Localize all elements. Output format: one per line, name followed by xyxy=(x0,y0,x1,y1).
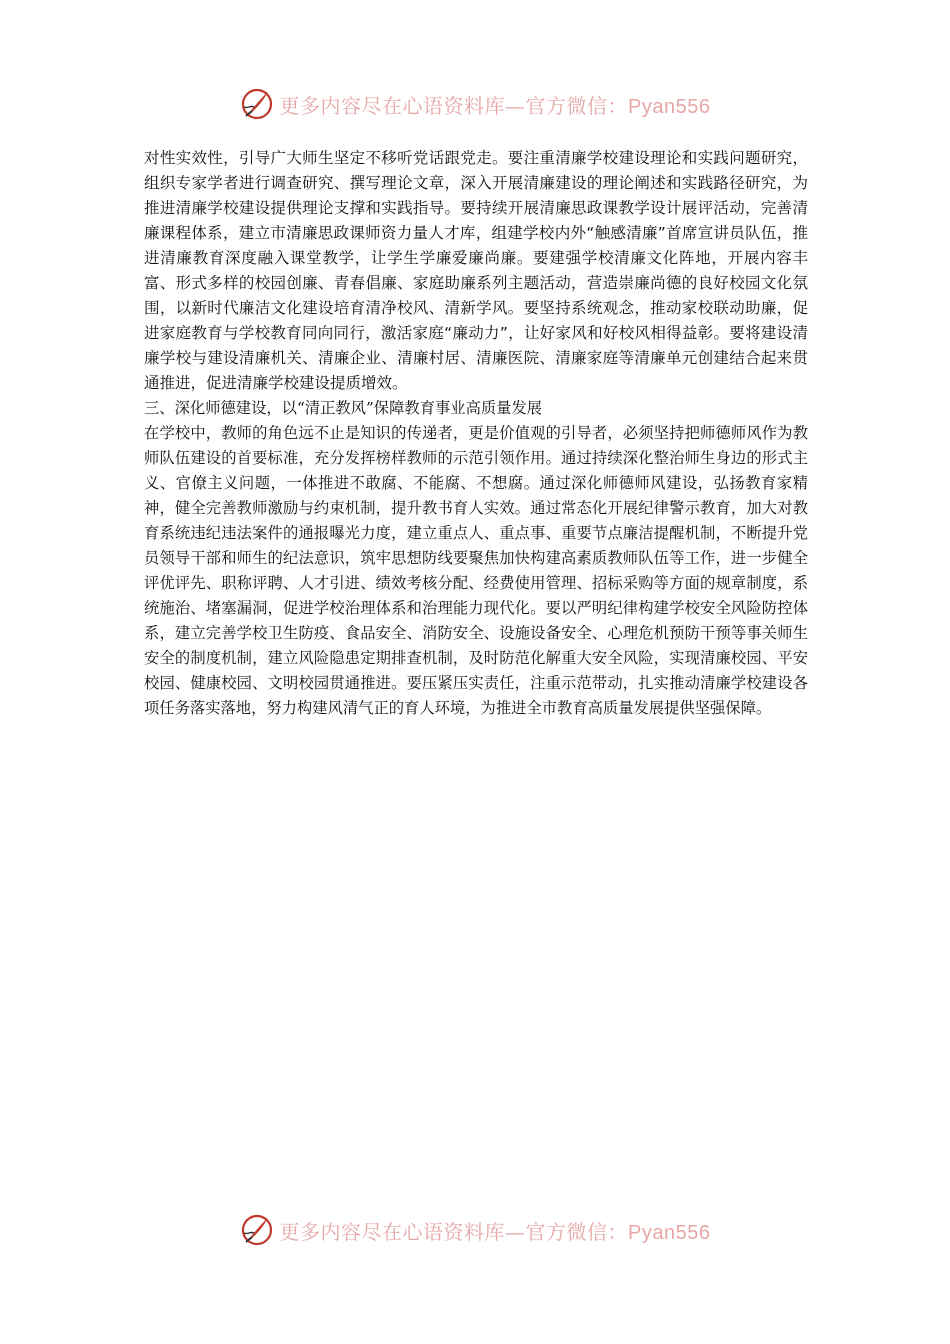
paragraph-2: 在学校中，教师的角色远不止是知识的传递者，更是价值观的引导者，必须坚持把师德师风作为教师队伍建设的首要标准，充分发挥榜样教师的示范引领作用。通过持续深化整治师生身边的形式主义、官僚主义问题，一体推进不敢腐、不能腐、不想腐。通过深化师德师风建设，弘扬教育家精神，健全完善教师激励与约束机制，提升教书育人实效。通过常态化开展纪律警示教育，加大对教育系统违纪违法案件的通报曝光力度，建立重点人、重点事、重要节点廉洁提醒机制，不断提升党员领导干部和师生的纪法意识，筑牢思想防线要聚焦加快构建高素质教师队伍等工作，进一步健全评优评先、职称评聘、人才引进、绩效考核分配、经费使用管理、招标采购等方面的规章制度，系统施治、堵塞漏洞，促进学校治理体系和治理能力现代化。要以严明纪律构建学校安全风险防控体系，建立完善学校卫生防疫、食品安全、消防安全、设施设备安全、心理危机预防干预等事关师生安全的制度机制，建立风险隐患定期排查机制，及时防范化解重大安全风险，实现清廉校园、平安校园、健康校园、文明校园贯通推进。要压紧压实责任，注重示范带动，扎实推动清廉学校建设各项任务落实落地，努力构建风清气正的育人环境，为推进全市教育高质量发展提供坚强保障。 xyxy=(144,424,808,717)
watermark-chinese: 更多内容尽在心语资料库—官方微信： xyxy=(279,93,629,118)
footer-watermark xyxy=(0,1210,950,1250)
quill-pen-circle-icon xyxy=(240,1213,274,1247)
section-heading-3: 三、深化师德建设，以“清正教风”保障教育事业高质量发展 xyxy=(144,399,543,417)
quill-pen-circle-icon xyxy=(240,87,274,121)
watermark-wechat-id: Pyan556 xyxy=(628,1221,711,1244)
header-watermark xyxy=(0,84,950,124)
watermark-wechat-id: Pyan556 xyxy=(628,95,711,118)
document-body xyxy=(144,146,808,721)
watermark-chinese: 更多内容尽在心语资料库—官方微信： xyxy=(279,1219,629,1244)
watermark-text xyxy=(280,90,711,119)
watermark-text xyxy=(280,1216,711,1245)
paragraph-1: 对性实效性，引导广大师生坚定不移听党话跟党走。要注重清廉学校建设理论和实践问题研究，组织专家学者进行调查研究、撰写理论文章，深入开展清廉建设的理论阐述和实践路径研究，为推进清廉学校建设提供理论支撑和实践指导。要持续开展清廉思政课教学设计展评活动，完善清廉课程体系，建立市清廉思政课师资力量人才库，组建学校内外“触感清廉”首席宣讲员队伍，推进清廉教育深度融入课堂教学，让学生学廉爱廉尚廉。要建强学校清廉文化阵地，开展内容丰富、形式多样的校园创廉、青春倡廉、家庭助廉系列主题活动，营造崇廉尚德的良好校园文化氛围，以新时代廉洁文化建设培育清净校风、清新学风。要坚持系统观念，推动家校联动助廉，促进家庭教育与学校教育同向同行，激活家庭“廉动力”，让好家风和好校风相得益彰。要将建设清廉学校与建设清廉机关、清廉企业、清廉村居、清廉医院、清廉家庭等清廉单元创建结合起来贯通推进，促进清廉学校建设提质增效。 xyxy=(144,149,808,392)
